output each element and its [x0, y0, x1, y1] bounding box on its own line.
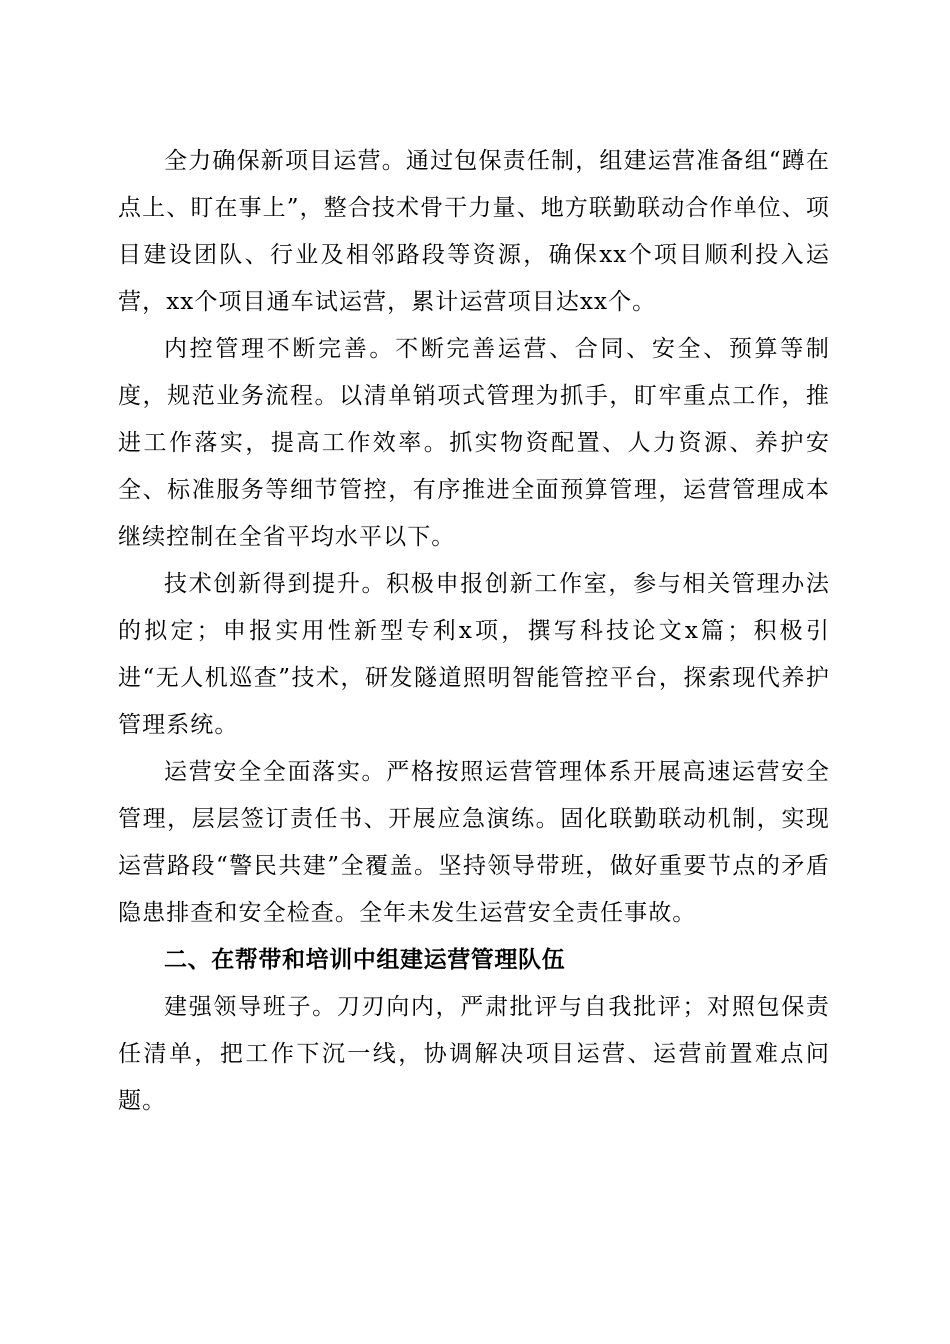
document-body — [118, 138, 830, 1125]
paragraph-operation-safety: 运营安全全面落实。严格按照运营管理体系开展高速运营安全管理，层层签订责任书、开展应急演练。固化联勤联动机制，实现运营路段“警民共建”全覆盖。坚持领导带班，做好重要节点的矛盾隐患排查和安全检查。全年未发生运营安全责任事故。 — [118, 759, 830, 926]
paragraph-leadership-team: 建强领导班子。刀刃向内，严肃批评与自我批评；对照包保责任清单，把工作下沉一线，协调解决项目运营、运营前置难点问题。 — [118, 994, 830, 1114]
paragraph-technical-innovation: 技术创新得到提升。积极申报创新工作室，参与相关管理办法的拟定；申报实用性新型专利x项，撰写科技论文x篇；积极引进“无人机巡查”技术，研发隧道照明智能管控平台，探索现代养护管理系统。 — [118, 571, 830, 738]
paragraph-new-project-operation: 全力确保新项目运营。通过包保责任制，组建运营准备组“蹲在点上、盯在事上”，整合技术骨干力量、地方联勤联动合作单位、项目建设团队、行业及相邻路段等资源，确保xx个项目顺利投入运营，xx个项目通车试运营，累计运营项目达xx个。 — [118, 148, 830, 315]
section-heading: 二、在帮带和培训中组建运营管理队伍 — [164, 947, 566, 973]
paragraph-internal-control: 内控管理不断完善。不断完善运营、合同、安全、预算等制度，规范业务流程。以清单销项式管理为抓手，盯牢重点工作，推进工作落实，提高工作效率。抓实物资配置、人力资源、养护安全、标准服务等细节管控，有序推进全面预算管理，运营管理成本继续控制在全省平均水平以下。 — [118, 336, 830, 550]
